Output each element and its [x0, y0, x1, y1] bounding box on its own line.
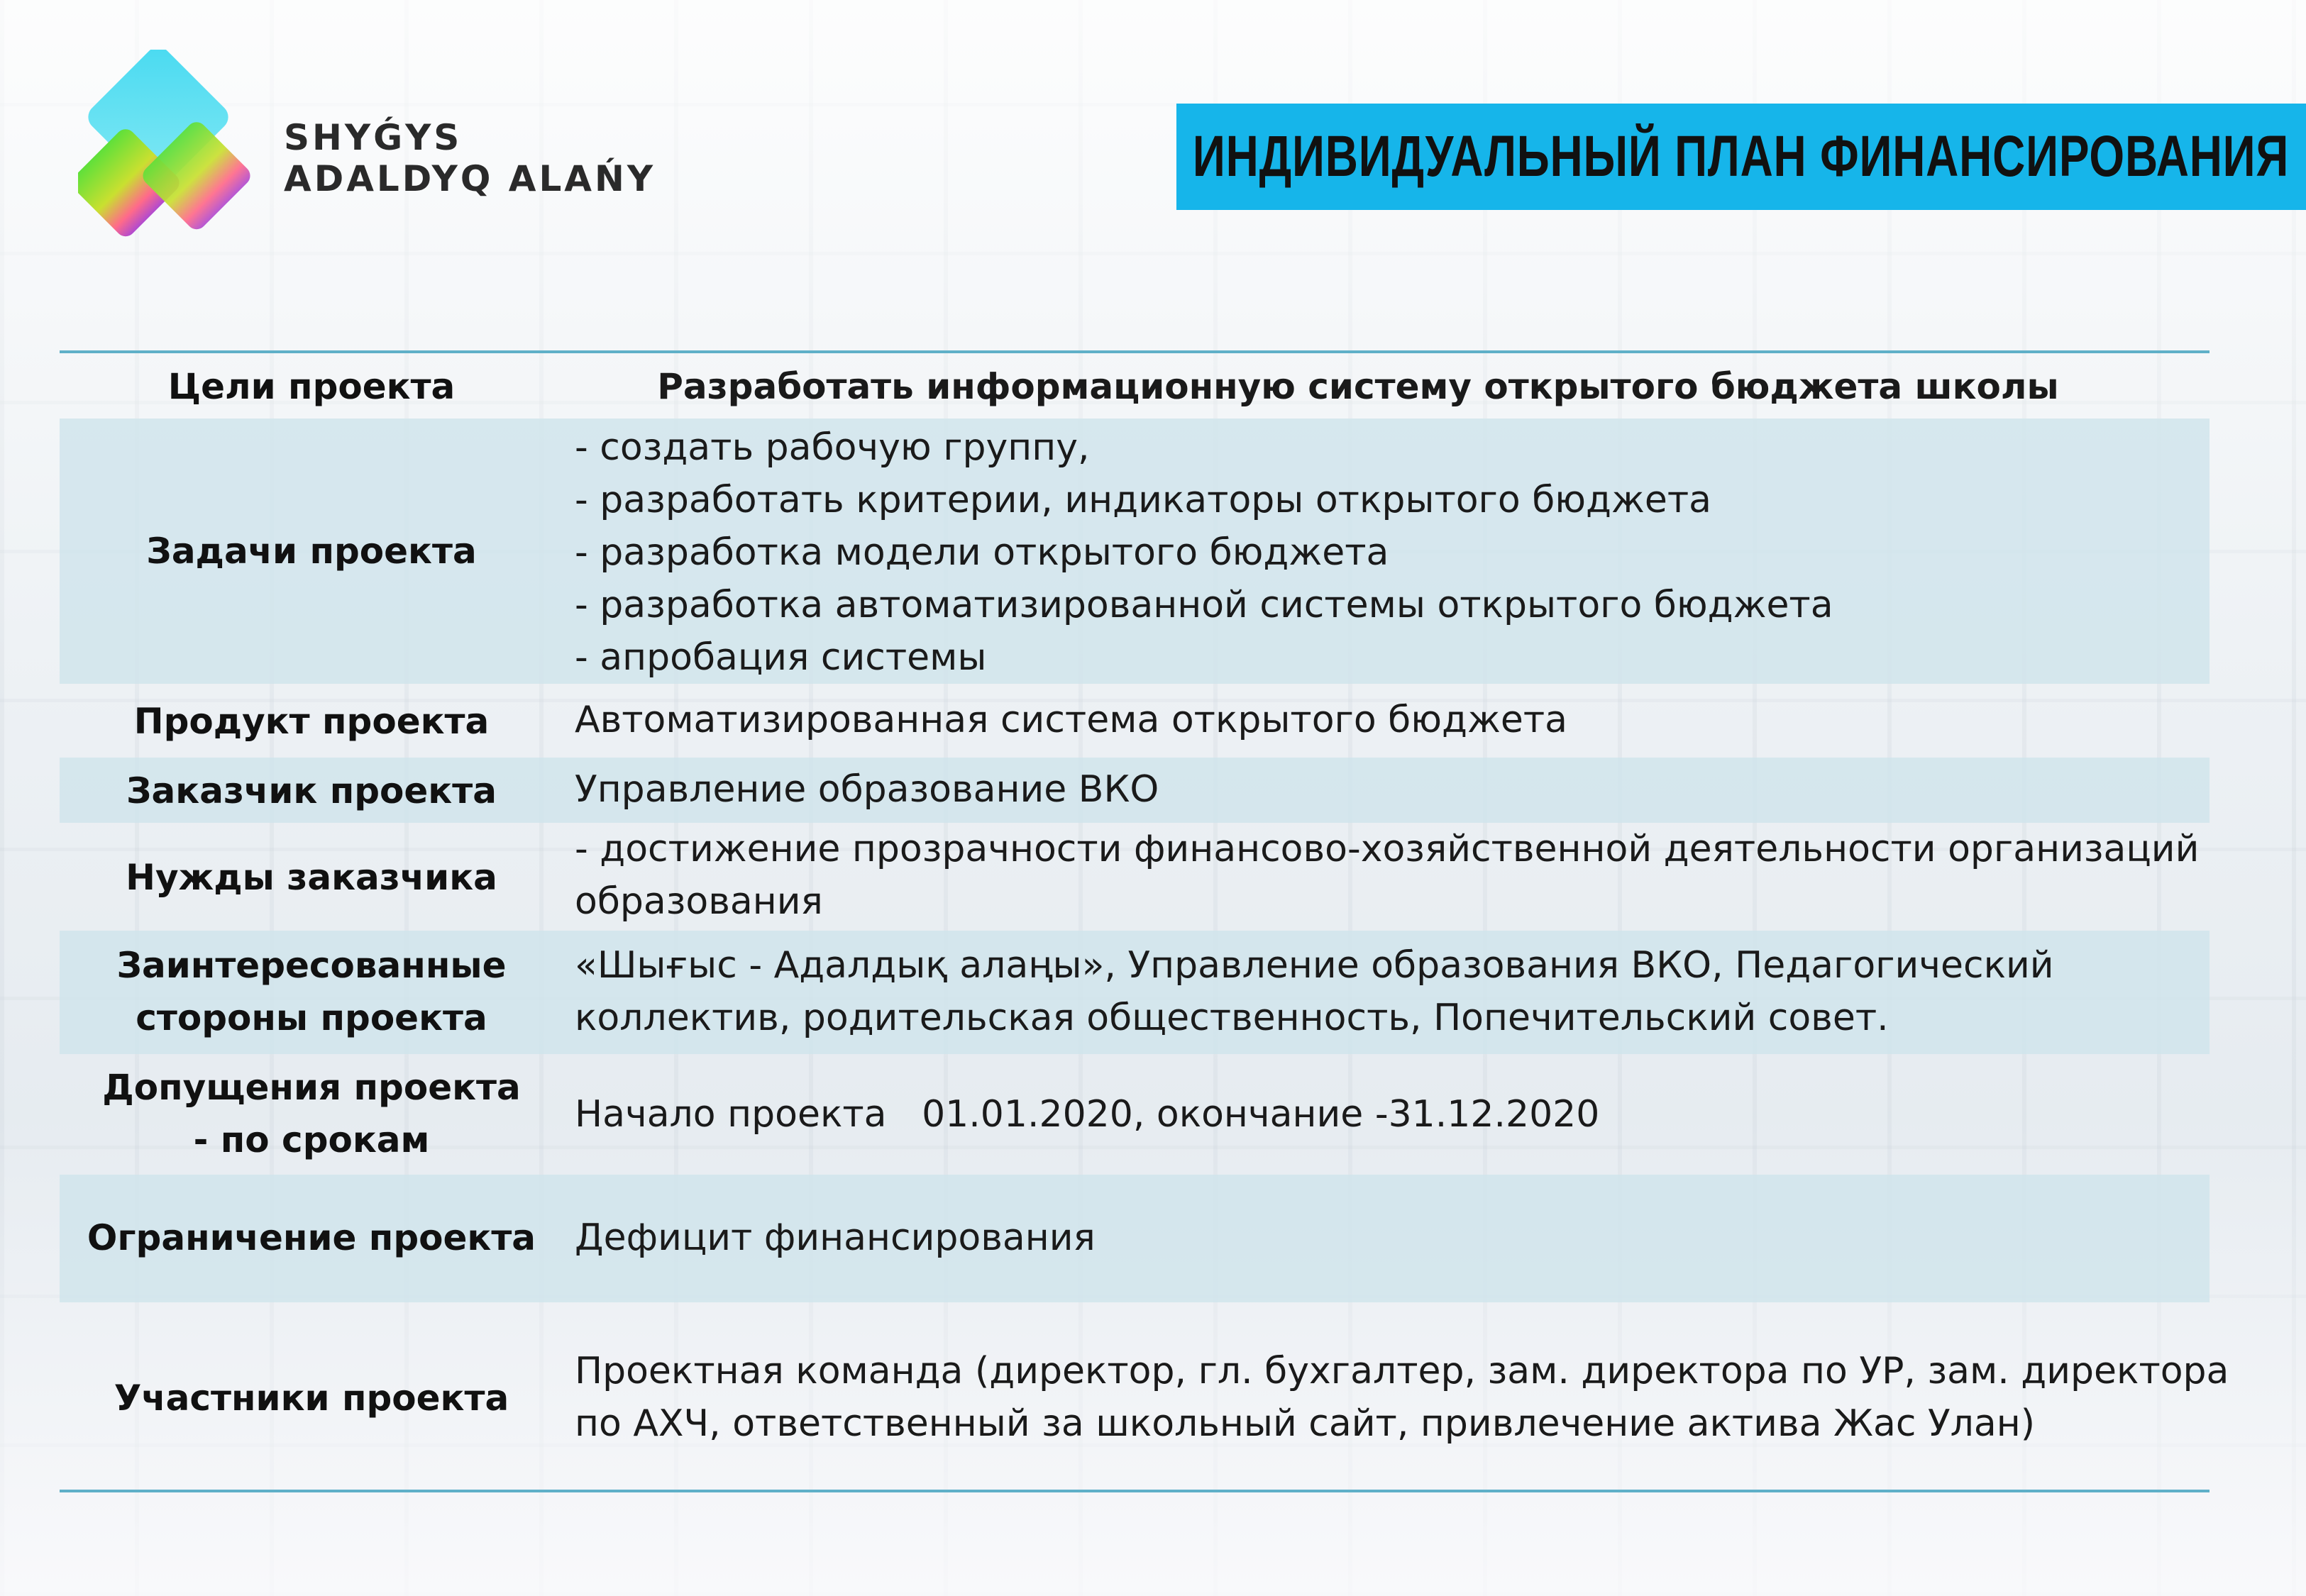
table-row [60, 684, 2210, 758]
row-label [60, 939, 563, 1044]
table-row [60, 1175, 2210, 1302]
table-row [60, 1302, 2229, 1490]
row-value [575, 694, 2200, 746]
row-value-line: «Шығыс - Адалдық алаңы», Управление образования ВКО, Педагогический [575, 944, 2054, 987]
row-label-line: Участники проекта [114, 1378, 509, 1419]
row-value [575, 763, 2200, 816]
table-row [60, 419, 2210, 684]
page-title: ИНДИВИДУАЛЬНЫЙ ПЛАН ФИНАНСИРОВАНИЯ [1193, 124, 2290, 189]
row-label-line: стороны проекта [136, 997, 487, 1038]
row-value-line: Автоматизированная система открытого бюджета [575, 699, 1567, 741]
row-label [60, 1372, 563, 1424]
header-value: Разработать информационную систему открытого бюджета школы [657, 366, 2059, 407]
row-value-line: - разработать критерии, индикаторы открытого бюджета [575, 479, 1711, 521]
table-row [60, 823, 2210, 931]
row-label [60, 695, 563, 748]
row-label-line: Допущения проекта [102, 1067, 521, 1108]
row-value [575, 1088, 2200, 1141]
table-row [60, 1054, 2210, 1175]
row-value-line: Управление образование ВКО [575, 768, 1159, 811]
row-label [60, 765, 563, 817]
row-label-line: Нужды заказчика [126, 857, 497, 898]
table-bottom-rule [60, 1490, 2210, 1492]
row-value-line: Проектная команда (директор, гл. бухгалтер, зам. директора по УР, зам. директора [575, 1350, 2229, 1392]
row-value-line: по АХЧ, ответственный за школьный сайт, привлечение актива Жас Улан) [575, 1402, 2036, 1445]
row-label-line: Заинтересованные [116, 945, 507, 986]
row-value [575, 1345, 2229, 1450]
row-value-line: Начало проекта 01.01.2020, окончание -31.12.2020 [575, 1093, 1600, 1136]
row-label [60, 1061, 563, 1166]
table-top-rule [60, 350, 2210, 353]
title-bar [1176, 104, 2306, 210]
header-label: Цели проекта [167, 366, 456, 407]
row-value-line: образования [575, 880, 823, 923]
row-label [60, 851, 563, 904]
row-label-line: - по срокам [193, 1119, 430, 1160]
row-value-line: коллектив, родительская общественность, Попечительский совет. [575, 997, 1889, 1039]
brand-line-2: ADALDYQ ALAŃY [284, 158, 656, 199]
row-label-line: Продукт проекта [133, 701, 490, 742]
row-value [575, 823, 2200, 928]
brand-name [284, 117, 656, 199]
row-label-line: Заказчик проекта [126, 770, 497, 811]
logo-icon [78, 50, 263, 255]
table-header-row [60, 355, 2210, 419]
row-value-line: - апробация системы [575, 636, 987, 679]
row-label-line: Ограничение проекта [87, 1217, 536, 1258]
row-value-line: Дефицит финансирования [575, 1217, 1096, 1259]
brand-line-1: SHYǴYS [284, 117, 463, 158]
row-label [60, 1212, 563, 1264]
row-value-line: - разработка автоматизированной системы открытого бюджета [575, 584, 1833, 626]
row-label [60, 525, 563, 577]
row-value-line: - разработка модели открытого бюджета [575, 531, 1389, 574]
table-row [60, 931, 2210, 1054]
row-value [575, 939, 2200, 1044]
row-label-line: Задачи проекта [146, 531, 477, 572]
row-value [575, 1212, 2200, 1264]
table-row [60, 758, 2210, 823]
row-value [575, 421, 2200, 684]
row-value-line: - создать рабочую группу, [575, 426, 1090, 469]
row-value-line: - достижение прозрачности финансово-хозяйственной деятельности организаций [575, 828, 2200, 870]
